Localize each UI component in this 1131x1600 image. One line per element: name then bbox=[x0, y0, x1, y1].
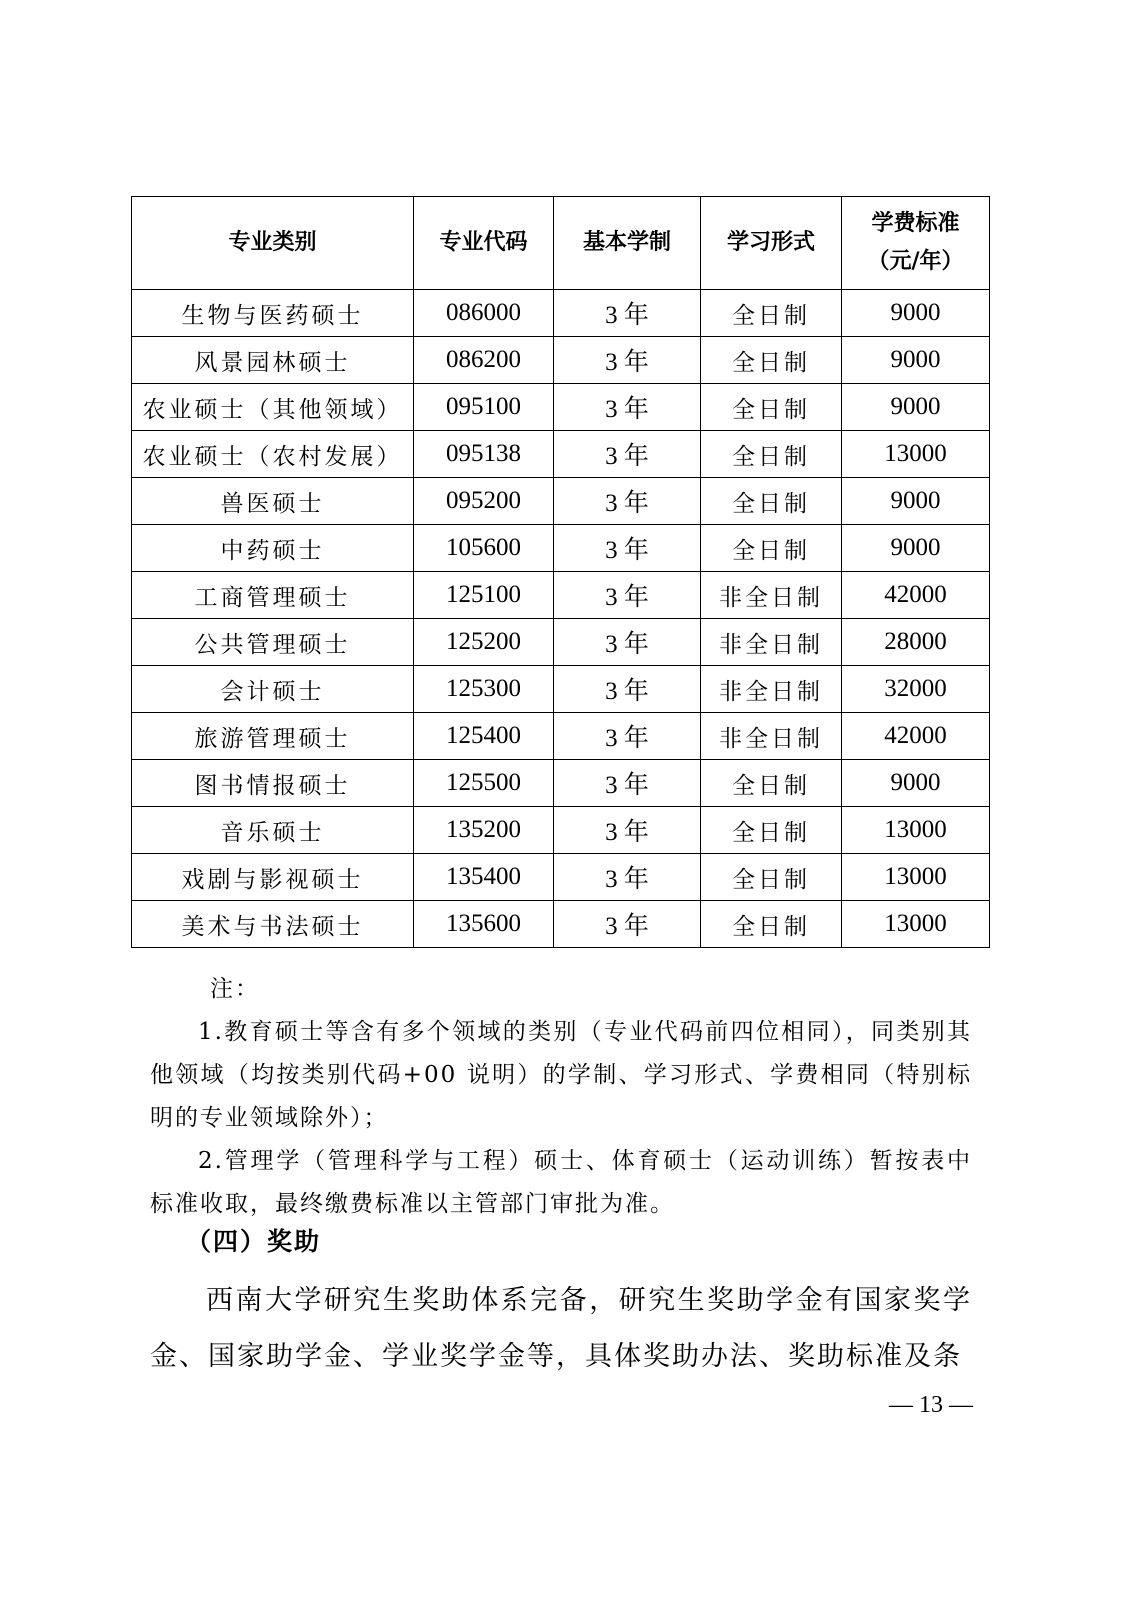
body-paragraph: 西南大学研究生奖助体系完备，研究生奖助学金有国家奖学金、国家助学金、学业奖学金等，具体奖助办法、奖助标准及条 bbox=[150, 1285, 972, 1372]
table-row bbox=[132, 337, 990, 384]
cell-mode: 非全日制 bbox=[701, 666, 842, 713]
header-duration: 基本学制 bbox=[554, 197, 701, 290]
cell-fee: 9000 bbox=[842, 478, 990, 525]
cell-category: 音乐硕士 bbox=[132, 807, 414, 854]
cell-category: 工商管理硕士 bbox=[132, 572, 414, 619]
cell-mode: 全日制 bbox=[701, 760, 842, 807]
cell-code: 135400 bbox=[414, 854, 554, 901]
cell-code: 125400 bbox=[414, 713, 554, 760]
cell-duration: 3 年 bbox=[554, 384, 701, 431]
cell-duration: 3 年 bbox=[554, 572, 701, 619]
cell-category: 兽医硕士 bbox=[132, 478, 414, 525]
cell-mode: 非全日制 bbox=[701, 572, 842, 619]
cell-mode: 全日制 bbox=[701, 478, 842, 525]
header-code: 专业代码 bbox=[414, 197, 554, 290]
cell-mode: 非全日制 bbox=[701, 713, 842, 760]
cell-mode: 全日制 bbox=[701, 525, 842, 572]
cell-fee: 42000 bbox=[842, 572, 990, 619]
notes-block bbox=[150, 968, 972, 1226]
cell-mode: 全日制 bbox=[701, 807, 842, 854]
cell-fee: 13000 bbox=[842, 807, 990, 854]
cell-code: 125500 bbox=[414, 760, 554, 807]
table-row bbox=[132, 760, 990, 807]
table-row bbox=[132, 290, 990, 337]
cell-duration: 3 年 bbox=[554, 337, 701, 384]
cell-code: 125200 bbox=[414, 619, 554, 666]
header-fee bbox=[842, 197, 990, 290]
cell-mode: 全日制 bbox=[701, 384, 842, 431]
cell-code: 135600 bbox=[414, 901, 554, 948]
cell-fee: 9000 bbox=[842, 337, 990, 384]
cell-fee: 9000 bbox=[842, 384, 990, 431]
header-category: 专业类别 bbox=[132, 197, 414, 290]
cell-duration: 3 年 bbox=[554, 713, 701, 760]
cell-duration: 3 年 bbox=[554, 431, 701, 478]
table-row bbox=[132, 901, 990, 948]
cell-mode: 全日制 bbox=[701, 290, 842, 337]
cell-category: 生物与医药硕士 bbox=[132, 290, 414, 337]
cell-mode: 全日制 bbox=[701, 901, 842, 948]
table-row bbox=[132, 525, 990, 572]
cell-duration: 3 年 bbox=[554, 478, 701, 525]
cell-duration: 3 年 bbox=[554, 854, 701, 901]
cell-category: 旅游管理硕士 bbox=[132, 713, 414, 760]
cell-code: 125100 bbox=[414, 572, 554, 619]
cell-category: 美术与书法硕士 bbox=[132, 901, 414, 948]
cell-mode: 全日制 bbox=[701, 854, 842, 901]
page-number: — 13 — bbox=[889, 1392, 973, 1418]
cell-category: 图书情报硕士 bbox=[132, 760, 414, 807]
header-fee-line2: （元/年） bbox=[867, 249, 964, 274]
tuition-fee-table bbox=[131, 196, 990, 948]
note-item-1: 1.教育硕士等含有多个领域的类别（专业代码前四位相同），同类别其他领域（均按类别代码+00 说明）的学制、学习形式、学费相同（特别标明的专业领域除外）； bbox=[150, 1019, 972, 1131]
cell-mode: 全日制 bbox=[701, 431, 842, 478]
table-row bbox=[132, 807, 990, 854]
cell-duration: 3 年 bbox=[554, 290, 701, 337]
cell-category: 戏剧与影视硕士 bbox=[132, 854, 414, 901]
cell-duration: 3 年 bbox=[554, 619, 701, 666]
header-fee-line1: 学费标准 bbox=[871, 211, 960, 236]
notes-title: 注： bbox=[210, 976, 260, 1002]
cell-code: 125300 bbox=[414, 666, 554, 713]
cell-fee: 13000 bbox=[842, 431, 990, 478]
table-row bbox=[132, 666, 990, 713]
cell-code: 086200 bbox=[414, 337, 554, 384]
cell-fee: 42000 bbox=[842, 713, 990, 760]
cell-code: 135200 bbox=[414, 807, 554, 854]
table-row bbox=[132, 478, 990, 525]
cell-fee: 9000 bbox=[842, 290, 990, 337]
cell-mode: 非全日制 bbox=[701, 619, 842, 666]
cell-category: 公共管理硕士 bbox=[132, 619, 414, 666]
cell-code: 095138 bbox=[414, 431, 554, 478]
table-row bbox=[132, 572, 990, 619]
cell-duration: 3 年 bbox=[554, 901, 701, 948]
cell-category: 农业硕士（农村发展） bbox=[132, 431, 414, 478]
cell-code: 095200 bbox=[414, 478, 554, 525]
cell-duration: 3 年 bbox=[554, 760, 701, 807]
cell-fee: 28000 bbox=[842, 619, 990, 666]
cell-mode: 全日制 bbox=[701, 337, 842, 384]
table-row bbox=[132, 854, 990, 901]
cell-category: 农业硕士（其他领域） bbox=[132, 384, 414, 431]
cell-code: 095100 bbox=[414, 384, 554, 431]
cell-fee: 13000 bbox=[842, 901, 990, 948]
cell-fee: 9000 bbox=[842, 760, 990, 807]
table-row bbox=[132, 713, 990, 760]
table-row bbox=[132, 619, 990, 666]
header-mode: 学习形式 bbox=[701, 197, 842, 290]
cell-fee: 32000 bbox=[842, 666, 990, 713]
table-row bbox=[132, 431, 990, 478]
table-header-row bbox=[132, 197, 990, 290]
section-heading: （四）奖助 bbox=[186, 1227, 322, 1256]
cell-duration: 3 年 bbox=[554, 525, 701, 572]
cell-code: 105600 bbox=[414, 525, 554, 572]
cell-category: 中药硕士 bbox=[132, 525, 414, 572]
cell-fee: 9000 bbox=[842, 525, 990, 572]
cell-duration: 3 年 bbox=[554, 807, 701, 854]
cell-duration: 3 年 bbox=[554, 666, 701, 713]
note-item-2: 2.管理学（管理科学与工程）硕士、体育硕士（运动训练）暂按表中标准收取，最终缴费标准以主管部门审批为准。 bbox=[150, 1148, 972, 1217]
cell-category: 会计硕士 bbox=[132, 666, 414, 713]
cell-code: 086000 bbox=[414, 290, 554, 337]
cell-category: 风景园林硕士 bbox=[132, 337, 414, 384]
table-row bbox=[132, 384, 990, 431]
cell-fee: 13000 bbox=[842, 854, 990, 901]
